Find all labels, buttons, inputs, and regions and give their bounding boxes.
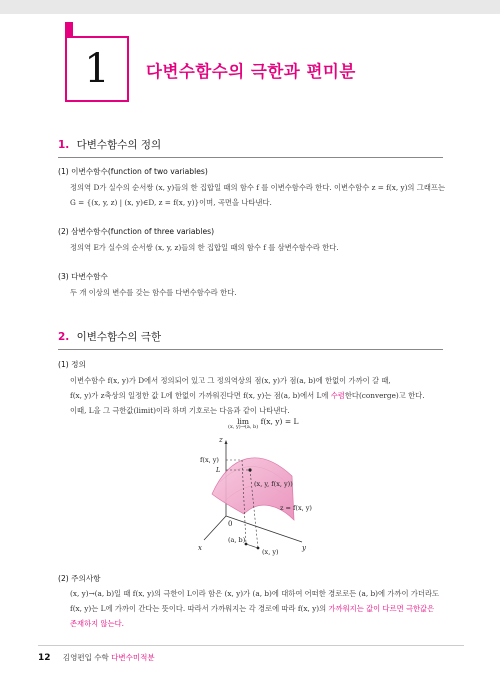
top-bar xyxy=(0,0,500,14)
text-line: 정의역 E가 실수의 순서쌍 (x, y, z)들의 한 집합일 때의 함수 f 를 삼변수함수라 한다. xyxy=(70,243,339,252)
section-2-heading xyxy=(58,329,443,350)
point3d-label: (x, y, f(x, y)) xyxy=(254,480,293,488)
three-variable-text xyxy=(70,240,465,255)
footer-author: 김영편입 수학 xyxy=(62,653,109,662)
text-line: 이때, L을 그 극한값(limit)이라 하며 기호로는 다음과 같이 나타낸다. xyxy=(70,406,290,415)
subsection-definition-title: (1) 정의 xyxy=(58,360,86,369)
limit-formula xyxy=(228,417,298,430)
two-variable-text xyxy=(70,180,465,210)
footer-divider xyxy=(38,645,464,646)
multivariable-text xyxy=(70,285,465,300)
z-label: z xyxy=(219,436,223,444)
page-number: 12 xyxy=(38,653,51,663)
text-line: (x, y)→(a, b)일 때 f(x, y)의 극한이 L이라 함은 (x, y)가 (a, b)에 대하여 어떠한 경로로든 (a, b)에 가까이 가더라도 xyxy=(70,589,440,598)
z-arrow xyxy=(225,440,228,444)
text-line: 이변수함수 f(x, y)가 D에서 정의되어 있고 그 정의역상의 점(x, y)가 점(a, b)에 한없이 가까이 갈 때, xyxy=(70,376,391,385)
text-line: 두 개 이상의 변수를 갖는 함수를 다변수함수라 한다. xyxy=(70,288,237,297)
x-axis xyxy=(204,516,226,540)
limit-surface-figure xyxy=(190,432,340,560)
text-line-highlight: 존재하지 않는다. xyxy=(70,619,124,628)
subsection-caution-title: (2) 주의사항 xyxy=(58,574,101,583)
highlight-converge: 수렴 xyxy=(330,391,345,400)
lim-symbol: lim xyxy=(237,417,250,426)
section-2-title: 이변수함수의 극한 xyxy=(76,331,162,343)
text-span: f(x, y)가 z축상의 일정한 값 L에 한없이 가까워진다면 f(x, y)는 점(a, b)에서 L에 xyxy=(70,391,331,400)
fxy-label: f(x, y) xyxy=(200,456,219,464)
y-label: y xyxy=(302,544,306,552)
section-1-title: 다변수함수의 정의 xyxy=(76,139,162,151)
chapter-title: 다변수함수의 극한과 편미분 xyxy=(146,62,356,81)
ab-label: (a, b) xyxy=(228,536,246,544)
x-label: x xyxy=(198,544,202,552)
surface-point xyxy=(248,468,251,471)
text-line xyxy=(70,388,465,403)
limit-expression: f(x, y) = L xyxy=(260,417,299,426)
xy-label: (x, y) xyxy=(262,548,279,556)
caution-text xyxy=(70,586,465,631)
definition-text xyxy=(70,373,465,418)
subsection-three-variable-title: (2) 삼변수함수(function of three variables) xyxy=(58,227,215,236)
subsection-multivariable-title: (3) 다변수함수 xyxy=(58,272,108,281)
lim-subscript: (x, y)→(a, b) xyxy=(228,424,259,430)
section-1-number: 1. xyxy=(58,139,70,151)
highlight-limit-different: 가까워지는 값이 다르면 극한값은 xyxy=(328,604,435,613)
text-span: f(x, y)는 L에 가까이 간다는 뜻이다. 따라서 가까워지는 각 경로에 따라 f(x, y)의 xyxy=(70,604,329,613)
L-label: L xyxy=(216,466,221,474)
page-footer xyxy=(38,652,155,663)
surface-label: z = f(x, y) xyxy=(280,504,312,512)
section-2-number: 2. xyxy=(58,331,70,343)
subsection-two-variable-title: (1) 이변수함수(function of two variables) xyxy=(58,167,208,176)
origin-label: 0 xyxy=(228,520,233,528)
footer-book: 다변수미적분 xyxy=(111,653,155,662)
base-segment xyxy=(246,544,258,548)
text-line: G = {(x, y, z) | (x, y)∈D, z = f(x, y)}이며, 곡면을 나타낸다. xyxy=(70,198,272,207)
text-line: 정의역 D가 실수의 순서쌍 (x, y)들의 한 집합일 때의 함수 f 를 이변수함수라 한다. 이변수함수 z = f(x, y)의 그래프는 xyxy=(70,183,446,192)
chapter-number: 1 xyxy=(65,36,129,102)
section-1-heading xyxy=(58,137,443,158)
point-xy xyxy=(257,547,260,550)
text-line xyxy=(70,601,465,616)
text-span: 한다(converge)고 한다. xyxy=(344,391,425,400)
